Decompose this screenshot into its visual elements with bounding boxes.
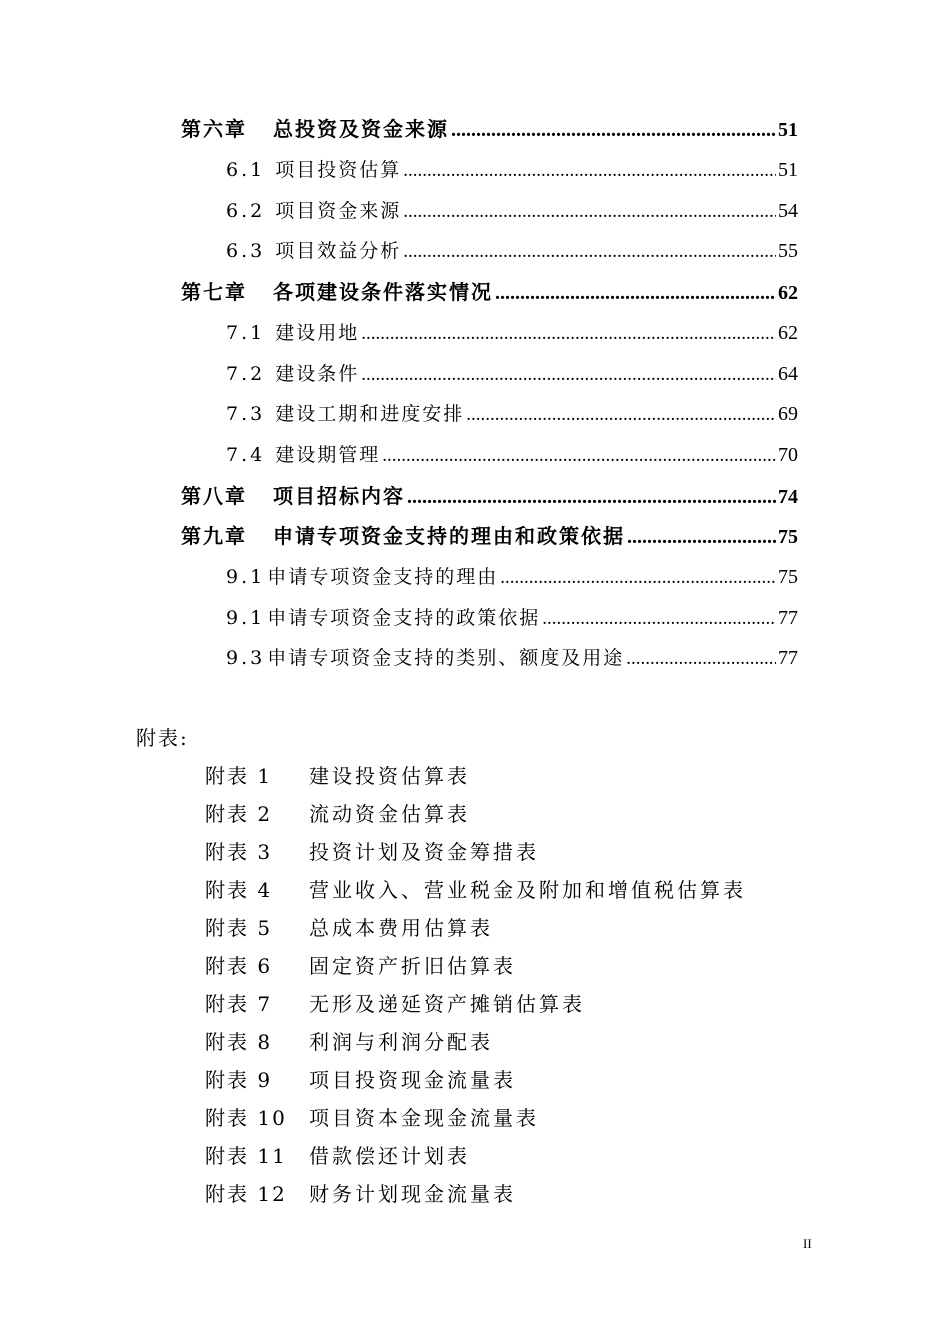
appendix-item[interactable] xyxy=(205,1176,516,1212)
toc-section-title: 申请专项资金支持的理由 xyxy=(267,566,499,588)
appendix-item[interactable] xyxy=(205,834,539,870)
toc-dot-leader xyxy=(542,599,776,639)
toc-page-number: 55 xyxy=(778,240,798,262)
appendix-title: 总成本费用估算表 xyxy=(309,916,493,940)
toc-entry-section-7-4[interactable] xyxy=(226,435,798,475)
toc-entry-section-6-3[interactable] xyxy=(226,231,798,271)
toc-chapter-title: 申请专项资金支持的理由和政策依据 xyxy=(273,524,625,548)
toc-section-title: 建设工期和进度安排 xyxy=(275,403,465,425)
appendix-label: 附表 7 xyxy=(205,992,273,1016)
appendix-label: 附表 8 xyxy=(205,1030,273,1054)
toc-dot-leader xyxy=(627,517,776,557)
appendix-item[interactable] xyxy=(205,948,516,984)
toc-dot-leader xyxy=(500,558,776,598)
toc-entry-chapter-6[interactable] xyxy=(181,109,798,149)
toc-section-number: 7.3 xyxy=(226,403,266,425)
appendix-title: 借款偿还计划表 xyxy=(309,1144,470,1168)
appendix-item[interactable] xyxy=(205,1024,493,1060)
toc-section-number: 9.1 xyxy=(226,566,266,588)
toc-dot-leader xyxy=(403,192,776,232)
toc-entry-section-9-1b[interactable] xyxy=(226,598,798,638)
appendix-title: 利润与利润分配表 xyxy=(309,1030,493,1054)
toc-entry-chapter-7[interactable] xyxy=(181,272,798,312)
appendix-label: 附表 10 xyxy=(205,1106,287,1130)
toc-section-number: 6.2 xyxy=(226,200,266,222)
toc-dot-leader xyxy=(466,395,776,435)
toc-section-number: 9.3 xyxy=(226,647,266,669)
appendix-title: 项目投资现金流量表 xyxy=(309,1068,516,1092)
toc-section-number: 9.1 xyxy=(226,607,266,629)
appendix-item[interactable] xyxy=(205,872,746,908)
toc-chapter-title: 各项建设条件落实情况 xyxy=(273,280,493,304)
appendix-item[interactable] xyxy=(205,1100,539,1136)
appendix-label: 附表 5 xyxy=(205,916,273,940)
appendix-title: 投资计划及资金筹措表 xyxy=(309,840,539,864)
toc-dot-leader xyxy=(451,110,776,150)
toc-chapter-number: 第七章 xyxy=(181,280,247,304)
toc-section-title: 建设条件 xyxy=(275,363,360,385)
toc-page-number: 77 xyxy=(778,647,798,669)
toc-entry-section-7-2[interactable] xyxy=(226,354,798,394)
toc-dot-leader xyxy=(361,314,776,354)
appendix-title: 财务计划现金流量表 xyxy=(309,1182,516,1206)
toc-dot-leader xyxy=(361,355,776,395)
toc-entry-section-9-3[interactable] xyxy=(226,638,798,678)
toc-page-number: 62 xyxy=(778,282,798,304)
appendix-title: 项目资本金现金流量表 xyxy=(309,1106,539,1130)
appendix-heading: 附表: xyxy=(136,726,189,750)
toc-section-number: 7.4 xyxy=(226,444,266,466)
toc-dot-leader xyxy=(403,151,776,191)
toc-chapter-title: 总投资及资金来源 xyxy=(273,117,449,141)
toc-section-title: 建设期管理 xyxy=(275,444,381,466)
toc-page-number: 64 xyxy=(778,363,798,385)
appendix-label: 附表 11 xyxy=(205,1144,287,1168)
toc-section-number: 6.3 xyxy=(226,240,266,262)
appendix-title: 建设投资估算表 xyxy=(309,764,470,788)
toc-section-title: 项目效益分析 xyxy=(275,240,402,262)
toc-entry-chapter-8[interactable] xyxy=(181,476,798,516)
toc-page-number: 54 xyxy=(778,200,798,222)
toc-page-number: 74 xyxy=(778,486,798,508)
toc-section-title: 申请专项资金支持的类别、额度及用途 xyxy=(267,647,625,669)
toc-section-number: 7.1 xyxy=(226,322,266,344)
appendix-item[interactable] xyxy=(205,1062,516,1098)
appendix-label: 附表 12 xyxy=(205,1182,287,1206)
toc-section-number: 7.2 xyxy=(226,363,266,385)
appendix-label: 附表 1 xyxy=(205,764,273,788)
toc-chapter-number: 第六章 xyxy=(181,117,247,141)
toc-chapter-title: 项目招标内容 xyxy=(273,484,405,508)
toc-dot-leader xyxy=(382,436,776,476)
toc-page-number: 62 xyxy=(778,322,798,344)
appendix-item[interactable] xyxy=(205,910,493,946)
appendix-item[interactable] xyxy=(205,1138,470,1174)
toc-section-number: 6.1 xyxy=(226,159,266,181)
toc-section-title: 项目资金来源 xyxy=(275,200,402,222)
toc-entry-chapter-9[interactable] xyxy=(181,516,798,556)
toc-page-number: 70 xyxy=(778,444,798,466)
appendix-label: 附表 2 xyxy=(205,802,273,826)
toc-section-title: 申请专项资金支持的政策依据 xyxy=(267,607,541,629)
appendix-label: 附表 9 xyxy=(205,1068,273,1092)
toc-chapter-number: 第九章 xyxy=(181,524,247,548)
toc-page-number: 51 xyxy=(778,159,798,181)
footer-page-number: II xyxy=(803,1236,812,1251)
toc-page-number: 77 xyxy=(778,607,798,629)
toc-section-title: 项目投资估算 xyxy=(275,159,402,181)
appendix-title: 无形及递延资产摊销估算表 xyxy=(309,992,585,1016)
toc-dot-leader xyxy=(626,639,776,679)
toc-page-number: 75 xyxy=(778,566,798,588)
toc-page-number: 51 xyxy=(778,119,798,141)
appendix-title: 营业收入、营业税金及附加和增值税估算表 xyxy=(309,878,746,902)
toc-section-title: 建设用地 xyxy=(275,322,360,344)
toc-page-number: 69 xyxy=(778,403,798,425)
toc-chapter-number: 第八章 xyxy=(181,484,247,508)
toc-entry-section-7-3[interactable] xyxy=(226,394,798,434)
toc-dot-leader xyxy=(403,232,776,272)
appendix-item[interactable] xyxy=(205,986,585,1022)
toc-entry-section-6-1[interactable] xyxy=(226,150,798,190)
appendix-item[interactable] xyxy=(205,758,470,794)
appendix-title: 固定资产折旧估算表 xyxy=(309,954,516,978)
toc-dot-leader xyxy=(407,477,776,517)
toc-entry-section-9-1[interactable] xyxy=(226,557,798,597)
appendix-label: 附表 3 xyxy=(205,840,273,864)
appendix-label: 附表 6 xyxy=(205,954,273,978)
toc-dot-leader xyxy=(495,273,776,313)
toc-page-number: 75 xyxy=(778,526,798,548)
toc-entry-section-7-1[interactable] xyxy=(226,313,798,353)
appendix-title: 流动资金估算表 xyxy=(309,802,470,826)
toc-entry-section-6-2[interactable] xyxy=(226,191,798,231)
appendix-item[interactable] xyxy=(205,796,470,832)
appendix-label: 附表 4 xyxy=(205,878,273,902)
